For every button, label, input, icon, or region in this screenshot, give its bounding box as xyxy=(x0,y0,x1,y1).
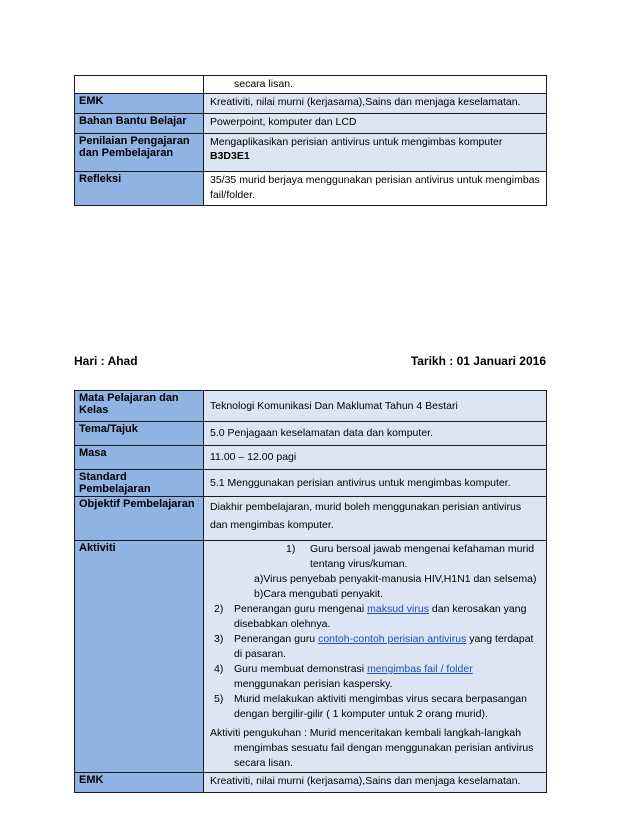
refleksi-label: Refleksi xyxy=(75,172,204,206)
theme-label: Tema/Tajuk xyxy=(75,422,204,446)
theme-value: 5.0 Penjagaan keselamatan data dan komputer. xyxy=(204,422,547,446)
activity-pengukuhan: Aktiviti pengukuhan : Murid menceritakan kembali langkah-langkah mengimbas sesuatu fail dengan menggunakan perisian antivirus secara lisan. xyxy=(210,727,534,769)
empty-cell xyxy=(75,76,204,94)
table-row-refleksi xyxy=(75,172,547,206)
table-row-emk xyxy=(75,94,547,114)
penilaian-value: Mengaplikasikan perisian antivirus untuk mengimbas komputer xyxy=(210,136,503,148)
activity-num: 5) xyxy=(214,693,224,705)
activity-num: 4) xyxy=(214,663,224,675)
time-value: 11.00 – 12.00 pagi xyxy=(204,446,547,470)
emk-label: EMK xyxy=(75,94,204,114)
time-label: Masa xyxy=(75,446,204,470)
standard-value: 5.1 Menggunakan perisian antivirus untuk mengimbas komputer. xyxy=(204,470,547,497)
table-row xyxy=(75,76,547,94)
penilaian-cell xyxy=(204,134,547,172)
table-row-time xyxy=(75,446,547,470)
table-row-bbb xyxy=(75,114,547,134)
bbb-label: Bahan Bantu Belajar xyxy=(75,114,204,134)
objective-value: Diakhir pembelajaran, murid boleh menggunakan perisian antivirus dan mengimbas komputer. xyxy=(204,497,547,541)
link-maksud-virus[interactable]: maksud virus xyxy=(367,603,429,615)
table-row-subject xyxy=(75,391,547,422)
standard-label: Standard Pembelajaran xyxy=(75,470,204,497)
lesson-plan-table xyxy=(74,390,547,793)
continued-text: secara lisan. xyxy=(204,76,547,94)
penilaian-code: B3D3E1 xyxy=(210,150,250,162)
activity-text: Penerangan guru xyxy=(234,633,319,645)
activity-item-3 xyxy=(210,632,540,662)
activity-item-4 xyxy=(210,662,540,692)
table-row-emk-2 xyxy=(75,773,547,793)
activity-num: 2) xyxy=(214,603,224,615)
table-row-objective xyxy=(75,497,547,541)
objective-label: Objektif Pembelajaran xyxy=(75,497,204,541)
activity-sub-b: b)Cara mengubati penyakit. xyxy=(254,588,383,600)
activity-text: yang terdapat di pasaran. xyxy=(234,633,534,660)
activity-item-5 xyxy=(210,692,540,722)
subject-value: Teknologi Komunikasi Dan Maklumat Tahun 4 Bestari xyxy=(204,391,547,422)
table-row-activities xyxy=(75,541,547,773)
activity-num: 3) xyxy=(214,633,224,645)
activity-item-2 xyxy=(210,602,540,632)
emk-value: Kreativiti, nilai murni (kerjasama),Sains dan menjaga keselamatan. xyxy=(204,94,547,114)
activity-text: Penerangan guru mengenai xyxy=(234,603,368,615)
activity-text: Guru bersoal jawab mengenai kefahaman murid tentang virus/kuman. xyxy=(310,543,535,570)
bbb-value: Powerpoint, komputer dan LCD xyxy=(204,114,547,134)
table-row-standard xyxy=(75,470,547,497)
activity-item-1 xyxy=(210,542,540,572)
emk-value: Kreativiti, nilai murni (kerjasama),Sains dan menjaga keselamatan. xyxy=(204,773,547,793)
activities-label: Aktiviti xyxy=(75,541,204,773)
date-label: Tarikh : 01 Januari 2016 xyxy=(410,354,546,368)
refleksi-value: 35/35 murid berjaya menggunakan perisian antivirus untuk mengimbas fail/folder. xyxy=(204,172,547,206)
activity-num: 1) xyxy=(286,543,296,555)
table-row-theme xyxy=(75,422,547,446)
lesson-plan-table-continued xyxy=(74,75,547,206)
table-row-penilaian xyxy=(75,134,547,172)
activities-cell xyxy=(204,541,547,773)
activity-text: Murid melakukan aktiviti mengimbas virus secara berpasangan dengan bergilir-gilir ( 1 komputer untuk 2 orang murid). xyxy=(234,693,527,720)
penilaian-label: Penilaian Pengajaran dan Pembelajaran xyxy=(75,134,204,172)
day-label: Hari : Ahad xyxy=(74,354,138,368)
activity-text: dan kerosakan yang disebabkan olehnya. xyxy=(234,603,527,630)
link-mengimbas-fail[interactable]: mengimbas fail / folder xyxy=(367,663,473,675)
activity-text: Guru membuat demonstrasi xyxy=(234,663,368,675)
activity-text: menggunakan perisian kaspersky. xyxy=(234,678,393,690)
emk-label: EMK xyxy=(75,773,204,793)
link-contoh-antivirus[interactable]: contoh-contoh perisian antivirus xyxy=(318,633,467,645)
activity-sub-a: a)Virus penyebab penyakit-manusia HIV,H1N1 dan selsema) xyxy=(254,573,537,585)
subject-label: Mata Pelajaran dan Kelas xyxy=(75,391,204,422)
